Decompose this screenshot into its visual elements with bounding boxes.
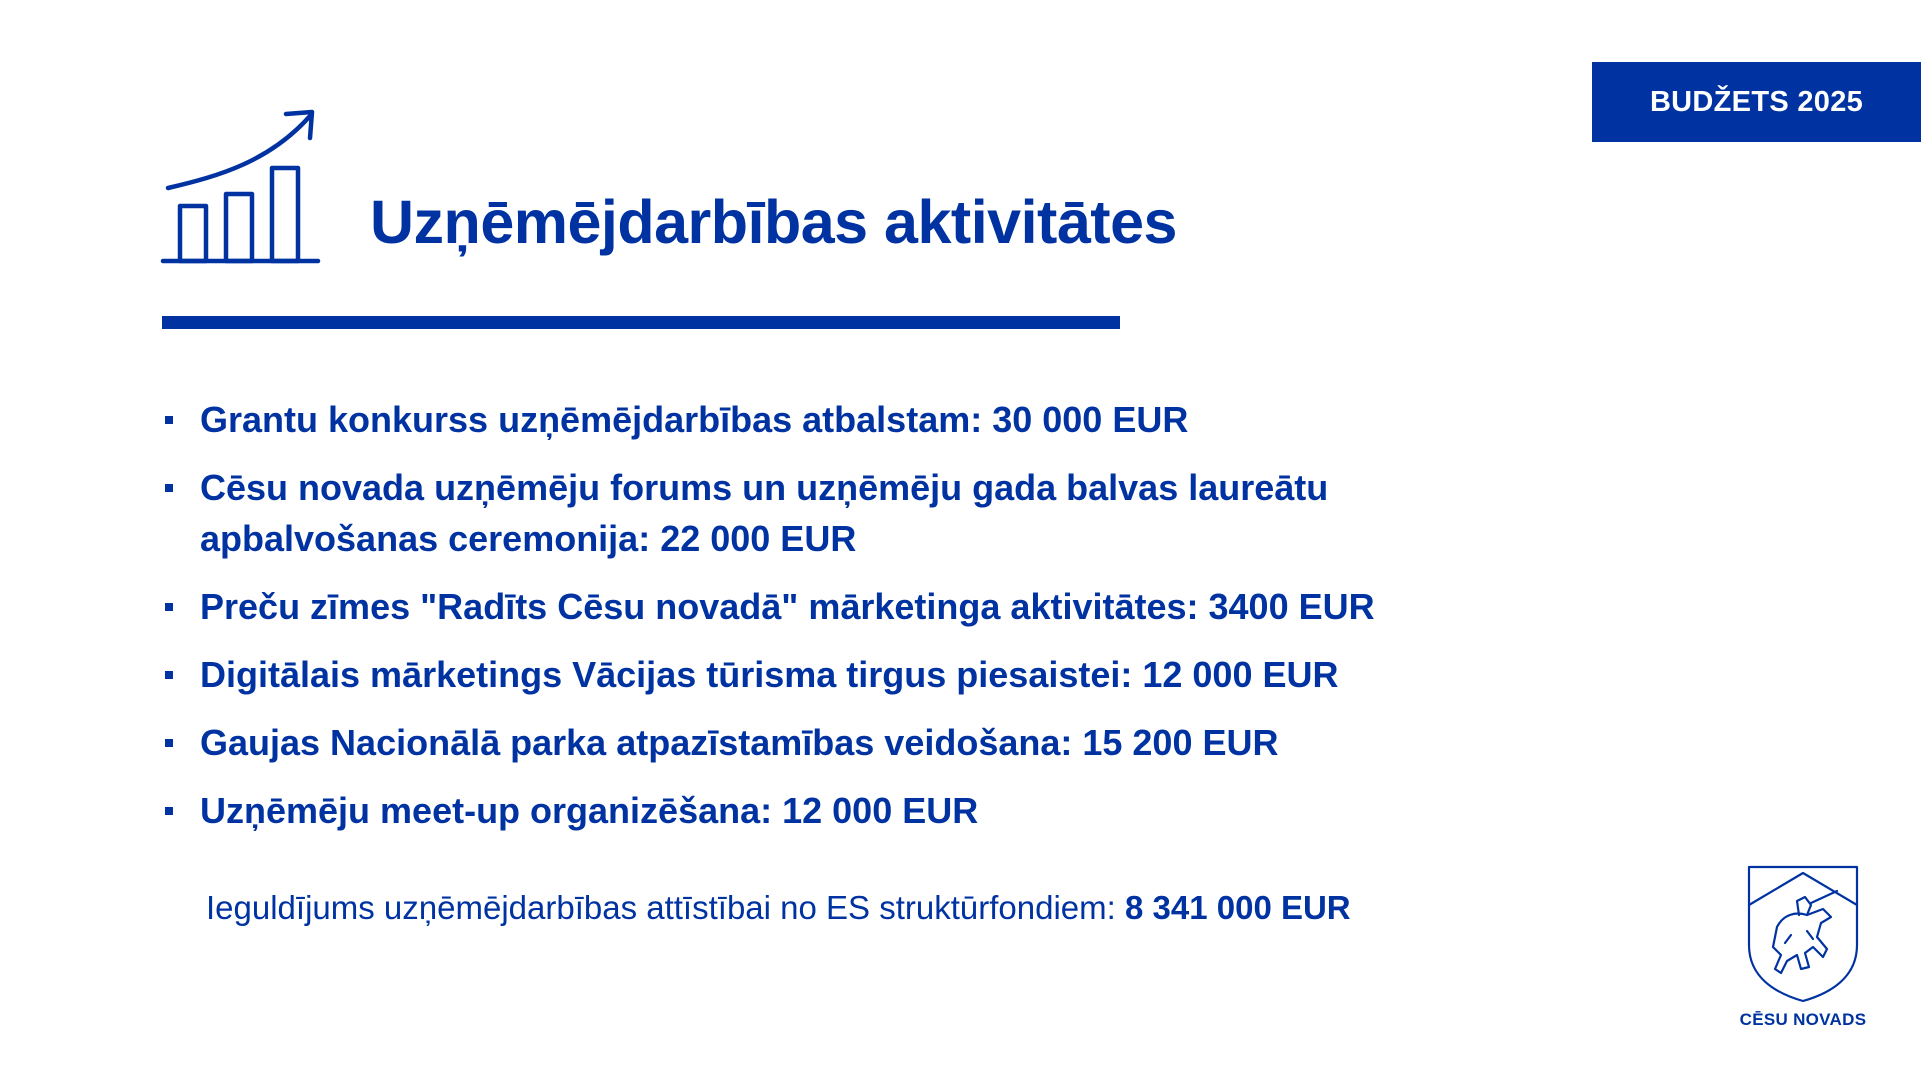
- list-item: [162, 462, 1462, 564]
- eu-funds-note-text: Ieguldījums uzņēmējdarbības attīstībai no ES struktūrfondiem:: [206, 889, 1125, 926]
- square-bullet-icon: [165, 416, 173, 424]
- square-bullet-icon: [165, 603, 173, 611]
- square-bullet-icon: [165, 807, 173, 815]
- list-item: [162, 717, 1462, 768]
- list-item-text: Cēsu novada uzņēmēju forums un uzņēmēju gada balvas laureātu apbalvošanas ceremonija: 22 000 EUR: [200, 467, 1329, 559]
- square-bullet-icon: [165, 739, 173, 747]
- budget-year-badge: BUDŽETS 2025: [1592, 62, 1921, 142]
- list-item-text: Gaujas Nacionālā parka atpazīstamības veidošana: 15 200 EUR: [200, 722, 1279, 763]
- list-item-text: Preču zīmes "Radīts Cēsu novadā" mārketinga aktivitātes: 3400 EUR: [200, 586, 1375, 627]
- page-title: Uzņēmējdarbības aktivitātes: [370, 188, 1177, 256]
- title-divider: [162, 316, 1120, 329]
- square-bullet-icon: [165, 484, 173, 492]
- list-item: [162, 649, 1462, 700]
- list-item-text: Digitālais mārketings Vācijas tūrisma tirgus piesaistei: 12 000 EUR: [200, 654, 1339, 695]
- logo-label: CĒSU NOVADS: [1739, 1010, 1867, 1029]
- coat-of-arms-icon: [1747, 865, 1859, 1003]
- list-item: [162, 394, 1462, 445]
- list-item: [162, 581, 1462, 632]
- list-item: [162, 785, 1462, 836]
- eu-funds-note: [206, 885, 1351, 931]
- eu-funds-amount: 8 341 000 EUR: [1124, 889, 1351, 926]
- activity-list: [162, 394, 1462, 853]
- list-item-text: Uzņēmēju meet-up organizēšana: 12 000 EUR: [200, 790, 979, 831]
- growth-chart-icon: [160, 106, 322, 266]
- square-bullet-icon: [165, 671, 173, 679]
- list-item-text: Grantu konkurss uzņēmējdarbības atbalstam: 30 000 EUR: [200, 399, 1189, 440]
